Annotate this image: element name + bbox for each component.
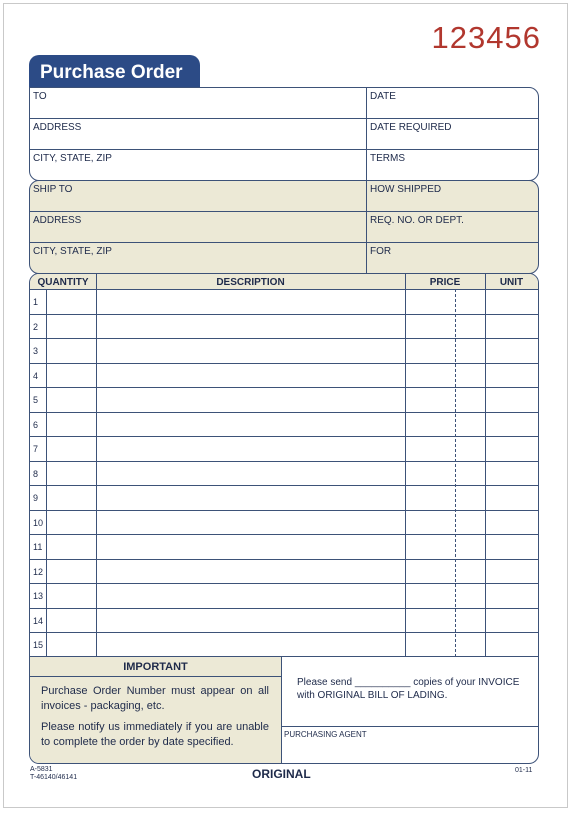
- date-code: 01-11: [515, 767, 533, 774]
- table-row-number: 6: [33, 419, 39, 430]
- ship-to-section: [29, 180, 539, 274]
- copy-label: ORIGINAL: [252, 767, 311, 781]
- quantity-header: QUANTITY: [37, 277, 89, 288]
- table-row-number: 13: [33, 591, 44, 601]
- for-label: FOR: [370, 246, 392, 257]
- description-header: DESCRIPTION: [216, 277, 285, 288]
- form-title: Purchase Order: [29, 55, 200, 87]
- purchasing-agent-label: PURCHASING AGENT: [284, 730, 367, 739]
- table-row-number: 9: [33, 493, 39, 503]
- to-label: TO: [33, 91, 47, 102]
- date-label: DATE: [370, 91, 396, 102]
- table-row-number: 5: [33, 395, 39, 405]
- important-heading: IMPORTANT: [123, 661, 188, 673]
- table-row-number: 15: [33, 640, 44, 650]
- table-row-number: 12: [33, 566, 44, 577]
- terms-label: TERMS: [370, 153, 405, 164]
- form-code-2: T-46140/46141: [30, 774, 78, 781]
- ship-city-state-zip-label: CITY, STATE, ZIP: [33, 246, 112, 257]
- table-row-number: 3: [33, 346, 39, 356]
- table-row-number: 14: [33, 615, 44, 626]
- price-header: PRICE: [429, 277, 461, 288]
- table-row-number: 1: [33, 297, 39, 307]
- table-row-number: 4: [33, 370, 39, 381]
- how-shipped-label: HOW SHIPPED: [370, 184, 442, 195]
- items-table: [29, 273, 539, 657]
- table-row-number: 2: [33, 321, 39, 332]
- form-number: 123456: [431, 20, 541, 55]
- req-no-dept-label: REQ. NO. OR DEPT.: [370, 215, 464, 226]
- ship-to-label: SHIP TO: [33, 184, 73, 195]
- invoice-note-line-1: Please send __________ copies of your INVOICE: [297, 677, 520, 688]
- table-row-number: 10: [33, 517, 44, 528]
- ship-address-label: ADDRESS: [33, 215, 82, 226]
- important-line-2: Please notify us immediately if you are unable to complete the order by date specified.: [41, 721, 269, 748]
- important-line-1: Purchase Order Number must appear on all invoices - packaging, etc.: [41, 685, 269, 712]
- invoice-note-line-2: with ORIGINAL BILL OF LADING.: [297, 690, 448, 701]
- to-section: [29, 87, 539, 181]
- table-row-number: 7: [33, 444, 39, 454]
- table-row-number: 11: [33, 542, 43, 552]
- city-state-zip-label: CITY, STATE, ZIP: [33, 153, 112, 164]
- table-row-number: 8: [33, 468, 39, 479]
- form-code-1: A-5831: [30, 766, 53, 773]
- unit-header: UNIT: [499, 277, 524, 288]
- date-required-label: DATE REQUIRED: [370, 122, 452, 133]
- address-label: ADDRESS: [33, 122, 82, 133]
